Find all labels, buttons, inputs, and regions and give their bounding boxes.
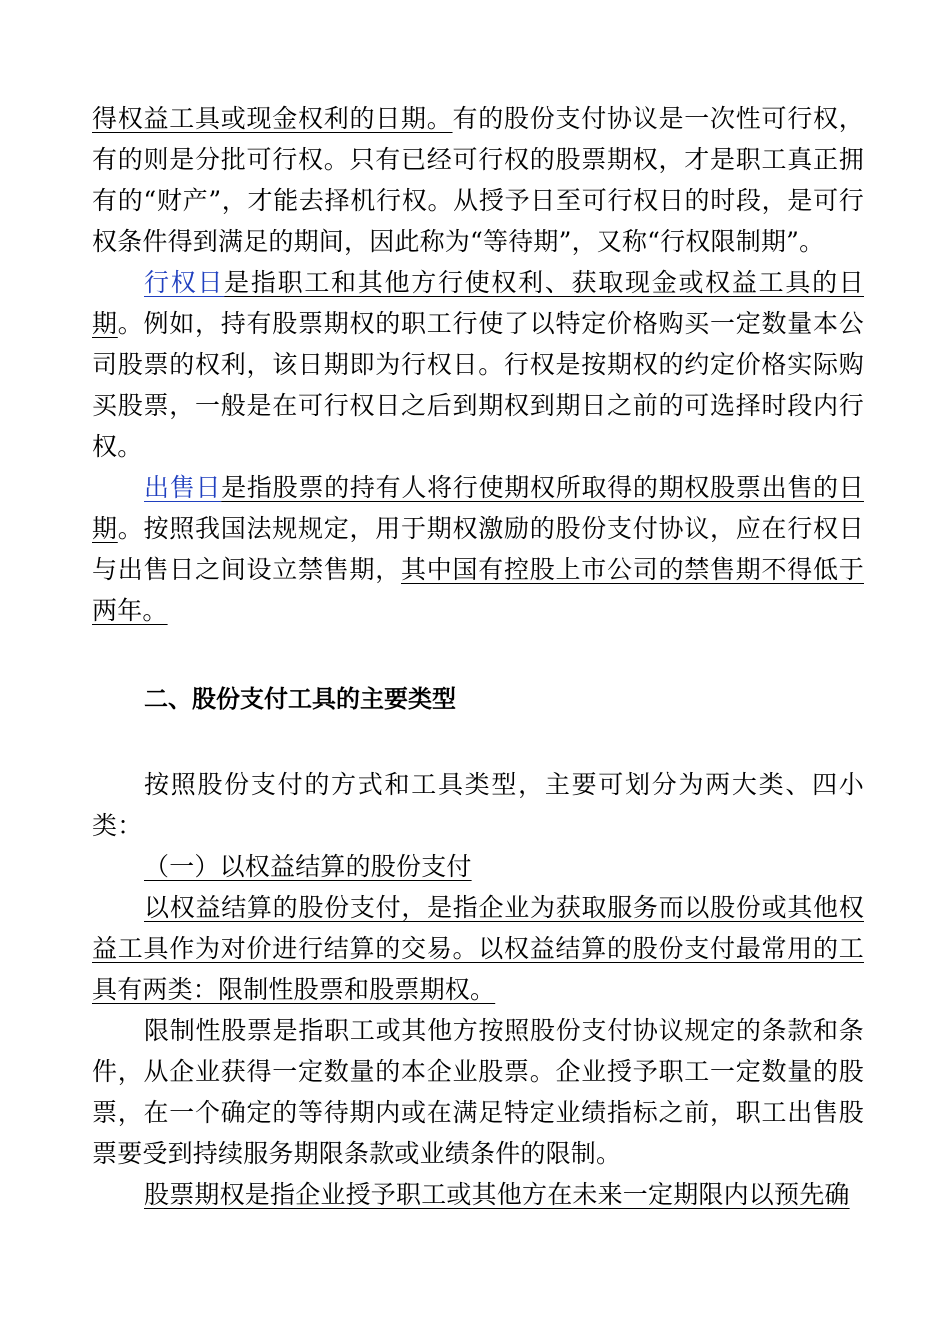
spacer: [92, 719, 864, 764]
paragraph-text: 有的股份支付协议是一次性可行权，有的则是分批可行权。只有已经可行权的股票期权，才是职工真正拥有的“财产”，才能去择机行权。从授予日至可行权日的时段，是可行权条件得到满足的期间，因此称为“等待期”，又称“行权限制期”。: [92, 104, 865, 256]
underlined-text: 股票期权是指企业授予职工或其他方在未来一定期限内以预先确: [144, 1180, 850, 1209]
underlined-definition: 是指股票的持有人将行使期权所取得的期权股票出售的日期: [92, 473, 864, 543]
subheading-equity-settled: [92, 846, 864, 887]
paragraph-restricted-stock: 限制性股票是指职工或其他方按照股份支付协议规定的条款和条件，从企业获得一定数量的本企业股票。企业授予职工一定数量的股票，在一个确定的等待期内或在满足特定业绩指标之前，职工出售股票要受到持续服务期限条款或业绩条件的限制。: [92, 1016, 864, 1168]
paragraph-waiting-period: [92, 98, 864, 262]
paragraph-intro: 按照股份支付的方式和工具类型，主要可划分为两大类、四小类：: [92, 770, 864, 840]
underlined-text: 以权益结算的股份支付，是指企业为获取服务而以股份或其他权益工具作为对价进行结算的交易。以权益结算的股份支付最常用的工具有两类：限制性股票和股票期权。: [92, 893, 864, 1004]
underlined-subheading: （一）以权益结算的股份支付: [144, 852, 472, 881]
underlined-text: 其中国有控股上市公司的禁售期不得低于两年。: [92, 555, 864, 625]
term-link-sale-date[interactable]: 出售日: [144, 473, 222, 502]
paragraph-sale-date: [92, 467, 864, 631]
section-heading: 二、股份支付工具的主要类型: [144, 685, 456, 713]
paragraph-text: 。例如，持有股票期权的职工行使了以特定价格购买一定数量本公司股票的权利，该日期即为行权日。行权是按期权的约定价格实际购买股票，一般是在可行权日之后到期权到期日之前的可选择时段内行权。: [92, 309, 865, 461]
paragraph-equity-settled: [92, 887, 864, 1010]
underlined-definition: 是指职工和其他方行使权利、获取现金或权益工具的日期: [92, 268, 864, 338]
document-page: [92, 98, 864, 1215]
paragraph-stock-option: [92, 1174, 864, 1215]
paragraph-exercise-date: [92, 262, 864, 467]
term-link-exercise-date[interactable]: 行权日: [144, 268, 225, 297]
underlined-text: 得权益工具或现金权利的日期。: [92, 104, 453, 133]
spacer: [92, 631, 864, 679]
paragraph-text: 。按照我国法规规定，用于期权激励的股份支付协议，应在行权日与出售日之间设立禁售期，: [92, 514, 865, 584]
